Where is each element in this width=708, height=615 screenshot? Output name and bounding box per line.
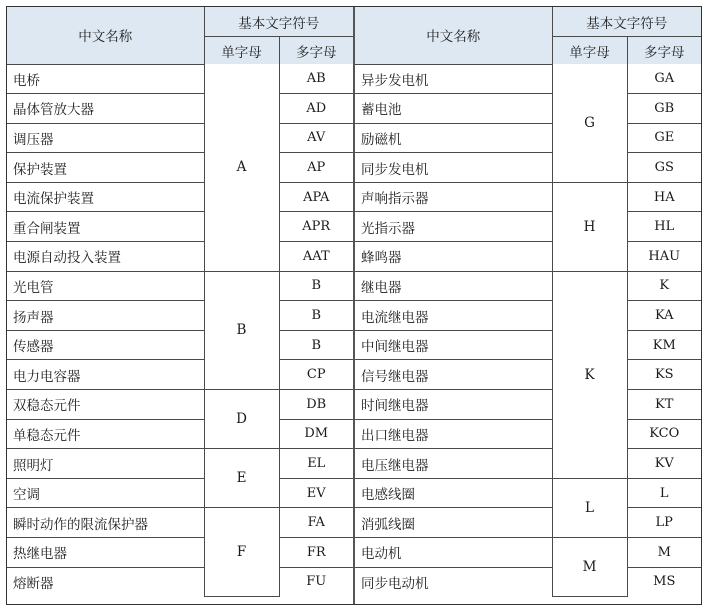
item-name: 热继电器 [7,538,204,568]
item-name: 继电器 [355,271,552,301]
table-row [7,64,353,94]
item-name: 光指示器 [355,212,552,242]
single-letter-symbol: D [204,390,279,449]
multi-letter-symbol: B [279,330,353,360]
item-name: 同步发电机 [355,153,552,183]
item-name: 保护装置 [7,153,204,183]
header-multi: 多字母 [627,37,701,65]
item-name: 励磁机 [355,123,552,153]
header-multi: 多字母 [279,37,353,65]
item-name: 调压器 [7,123,204,153]
multi-letter-symbol: K [627,271,701,301]
symbol-table-sheet [6,6,702,605]
multi-letter-symbol: AD [279,94,353,124]
symbol-table-left [7,7,353,597]
item-name: 出口继电器 [355,419,552,449]
item-name: 晶体管放大器 [7,94,204,124]
header-name: 中文名称 [7,7,204,64]
table-row [7,567,353,596]
single-letter-symbol: G [552,64,627,182]
multi-letter-symbol: DM [279,419,353,449]
table-row [7,330,353,360]
table-row [7,271,353,301]
multi-letter-symbol: B [279,301,353,331]
table-row [7,478,353,508]
item-name: 蜂鸣器 [355,242,552,272]
multi-letter-symbol: KCO [627,419,701,449]
table-row [7,301,353,331]
item-name: 声响指示器 [355,182,552,212]
header-symbol: 基本文字符号 [204,7,353,37]
multi-letter-symbol: GS [627,153,701,183]
item-name: 单稳态元件 [7,419,204,449]
multi-letter-symbol: APA [279,182,353,212]
single-letter-symbol: H [552,182,627,271]
multi-letter-symbol: HA [627,182,701,212]
item-name: 异步发电机 [355,64,552,94]
table-row [355,242,701,272]
table-row [355,390,701,420]
table-row [7,360,353,390]
item-name: 光电管 [7,271,204,301]
table-row [355,123,701,153]
table-row [7,449,353,479]
multi-letter-symbol: KT [627,390,701,420]
table-row [7,538,353,568]
symbol-table-right [355,7,701,597]
table-row [7,94,353,124]
multi-letter-symbol: KS [627,360,701,390]
single-letter-symbol: M [552,538,627,597]
multi-letter-symbol: GE [627,123,701,153]
item-name: 电动机 [355,538,552,568]
single-letter-symbol: L [552,478,627,537]
table-row [7,390,353,420]
item-name: 熔断器 [7,567,204,596]
item-name: 电流保护装置 [7,182,204,212]
item-name: 电力电容器 [7,360,204,390]
table-row [355,64,701,94]
multi-letter-symbol: GA [627,64,701,94]
item-name: 信号继电器 [355,360,552,390]
multi-letter-symbol: FR [279,538,353,568]
item-name: 电压继电器 [355,449,552,479]
multi-letter-symbol: LP [627,508,701,538]
multi-letter-symbol: EV [279,478,353,508]
table-row [7,419,353,449]
table-row [355,360,701,390]
item-name: 消弧线圈 [355,508,552,538]
table-row [7,182,353,212]
header-name: 中文名称 [355,7,552,64]
item-name: 电源自动投入装置 [7,242,204,272]
multi-letter-symbol: B [279,271,353,301]
single-letter-symbol: K [552,271,627,478]
multi-letter-symbol: FU [279,567,353,596]
item-name: 中间继电器 [355,330,552,360]
multi-letter-symbol: EL [279,449,353,479]
table-row [355,330,701,360]
item-name: 扬声器 [7,301,204,331]
item-name: 重合闸装置 [7,212,204,242]
multi-letter-symbol: CP [279,360,353,390]
multi-letter-symbol: AV [279,123,353,153]
item-name: 电流继电器 [355,301,552,331]
single-letter-symbol: F [204,508,279,596]
table-row [7,123,353,153]
table-row [355,153,701,183]
multi-letter-symbol: FA [279,508,353,538]
table-row [355,419,701,449]
item-name: 传感器 [7,330,204,360]
table-row [355,271,701,301]
multi-letter-symbol: KM [627,330,701,360]
item-name: 空调 [7,478,204,508]
header-symbol: 基本文字符号 [552,7,701,37]
table-row [7,508,353,538]
multi-letter-symbol: HL [627,212,701,242]
item-name: 照明灯 [7,449,204,479]
multi-letter-symbol: GB [627,94,701,124]
multi-letter-symbol: MS [627,567,701,596]
table-row [355,212,701,242]
table-row [355,538,701,568]
item-name: 瞬时动作的限流保护器 [7,508,204,538]
multi-letter-symbol: APR [279,212,353,242]
table-row [355,301,701,331]
table-row [355,567,701,596]
multi-letter-symbol: AP [279,153,353,183]
item-name: 电桥 [7,64,204,94]
table-row [355,182,701,212]
table-row [7,212,353,242]
multi-letter-symbol: AAT [279,242,353,272]
multi-letter-symbol: KA [627,301,701,331]
table-row [355,94,701,124]
table-row [355,508,701,538]
multi-letter-symbol: L [627,478,701,508]
item-name: 电感线圈 [355,478,552,508]
header-single: 单字母 [552,37,627,65]
header-single: 单字母 [204,37,279,65]
single-letter-symbol: B [204,271,279,389]
multi-letter-symbol: M [627,538,701,568]
multi-letter-symbol: HAU [627,242,701,272]
item-name: 时间继电器 [355,390,552,420]
table-row [7,242,353,272]
item-name: 同步电动机 [355,567,552,596]
table-row [355,449,701,479]
table-row [355,478,701,508]
multi-letter-symbol: KV [627,449,701,479]
multi-letter-symbol: AB [279,64,353,94]
table-row [7,153,353,183]
single-letter-symbol: E [204,449,279,508]
multi-letter-symbol: DB [279,390,353,420]
item-name: 双稳态元件 [7,390,204,420]
single-letter-symbol: A [204,64,279,271]
item-name: 蓄电池 [355,94,552,124]
